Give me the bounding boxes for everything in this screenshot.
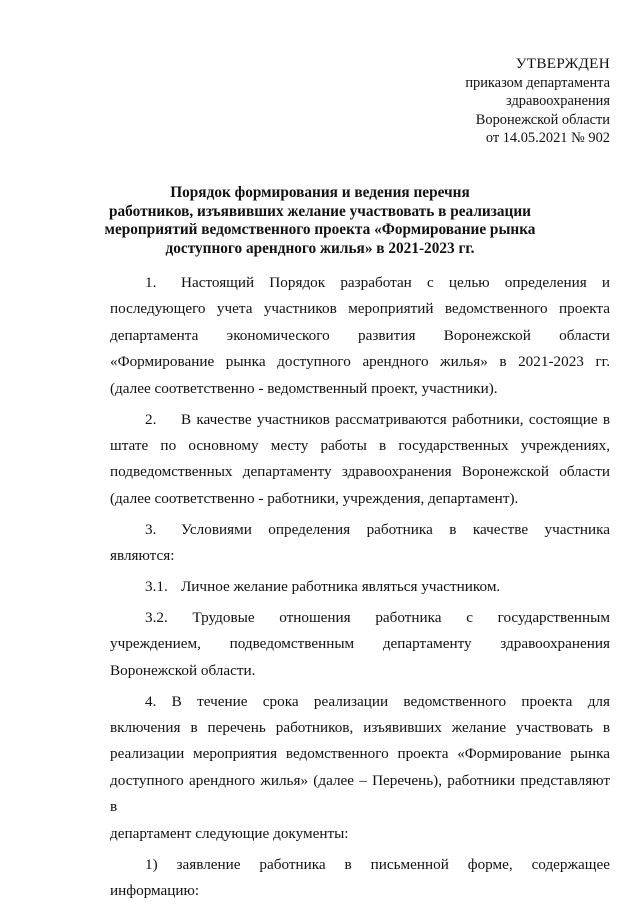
list-marker: 1) xyxy=(145,855,158,873)
text-line: департамент следующие документы: xyxy=(110,824,349,842)
text-line: (далее соответственно - ведомственный проект, участники). xyxy=(110,379,498,397)
approval-line: Воронежской области xyxy=(475,111,610,128)
text-line: штате по основному месту работы в государственных учреждениях, xyxy=(110,436,610,454)
text-line: «Формирование рынка доступного арендного жилья» в 2021-2023 гг. xyxy=(110,353,610,371)
text-line: подведомственных департаменту здравоохранения Воронежской области xyxy=(110,463,610,481)
text-line: реализации мероприятия ведомственного проекта «Формирование рынка xyxy=(110,745,610,763)
paragraph-3 xyxy=(110,517,610,570)
paragraph-number: 3.2. xyxy=(145,608,168,626)
word: заявление xyxy=(176,855,241,873)
text-line: являются: xyxy=(110,547,175,565)
document-title xyxy=(100,184,540,258)
text-line-spread xyxy=(110,323,610,349)
paragraph-number: 2. xyxy=(145,410,157,428)
word: в xyxy=(344,855,352,873)
word: форме, xyxy=(467,855,513,873)
approval-stamp xyxy=(465,55,610,148)
paragraph-2 xyxy=(110,407,610,513)
approval-line: здравоохранения xyxy=(506,93,610,110)
text-line: Личное желание работника являться участником. xyxy=(181,577,501,595)
word: работника xyxy=(375,608,442,626)
approval-line: приказом департамента xyxy=(465,74,610,91)
word: содержащее xyxy=(531,855,610,873)
approval-heading: УТВЕРЖДЕН xyxy=(515,55,610,72)
text-line-spread xyxy=(110,605,610,631)
paragraph-1 xyxy=(110,270,610,402)
text-line: последующего учета участников мероприятий ведомственного проекта xyxy=(110,300,610,318)
word: с xyxy=(466,608,473,626)
word: учреждением, xyxy=(110,635,201,653)
paragraph-4-1 xyxy=(110,852,610,905)
text-line: 4. В течение срока реализации ведомственного проекта для xyxy=(145,692,610,710)
paragraph-3-1 xyxy=(110,574,610,600)
title-line: мероприятий ведомственного проекта «Формирование рынка xyxy=(104,221,536,239)
word: здравоохранения xyxy=(500,635,610,653)
document-body xyxy=(110,270,610,909)
title-line: доступного арендного жилья» в 2021-2023 гг. xyxy=(165,239,475,257)
text-line: доступного арендного жилья» (далее – Перечень), работники представляют в xyxy=(110,771,610,816)
text-line: информацию: xyxy=(110,881,200,899)
text-line-spread xyxy=(110,631,610,657)
approval-date: от 14.05.2021 № 902 xyxy=(485,130,610,147)
word: Трудовые xyxy=(192,608,255,626)
title-line: работников, изъявивших желание участвовать в реализации xyxy=(109,202,531,220)
paragraph-3-2 xyxy=(110,605,610,684)
word: экономического xyxy=(226,326,330,344)
text-line: В качестве участников рассматриваются работники, состоящие в xyxy=(181,410,610,428)
text-line: Воронежской области. xyxy=(110,661,256,679)
text-line: включения в перечень работников, изъявивших желание участвовать в xyxy=(110,719,610,736)
text-line: Условиями определения работника в качестве участника xyxy=(181,520,610,538)
word: Воронежской xyxy=(443,326,531,344)
word: департаменту xyxy=(382,635,472,653)
word: письменной xyxy=(370,855,449,873)
word: отношения xyxy=(279,608,351,626)
text-line-spread xyxy=(110,852,610,878)
word: подведомственным xyxy=(229,635,355,653)
word: развития xyxy=(358,326,416,344)
paragraph-4 xyxy=(110,689,610,847)
word: работника xyxy=(259,855,326,873)
text-line: Настоящий Порядок разработан с целью определения и xyxy=(181,274,610,291)
paragraph-number: 3. xyxy=(145,520,157,538)
paragraph-number: 1. xyxy=(145,274,157,291)
text-line: (далее соответственно - работники, учреждения, департамент). xyxy=(110,489,519,507)
word: области xyxy=(559,326,610,344)
word: государственным xyxy=(497,608,610,626)
paragraph-number: 3.1. xyxy=(145,577,168,595)
word: департамента xyxy=(110,326,199,344)
title-line: Порядок формирования и ведения перечня xyxy=(170,184,470,201)
